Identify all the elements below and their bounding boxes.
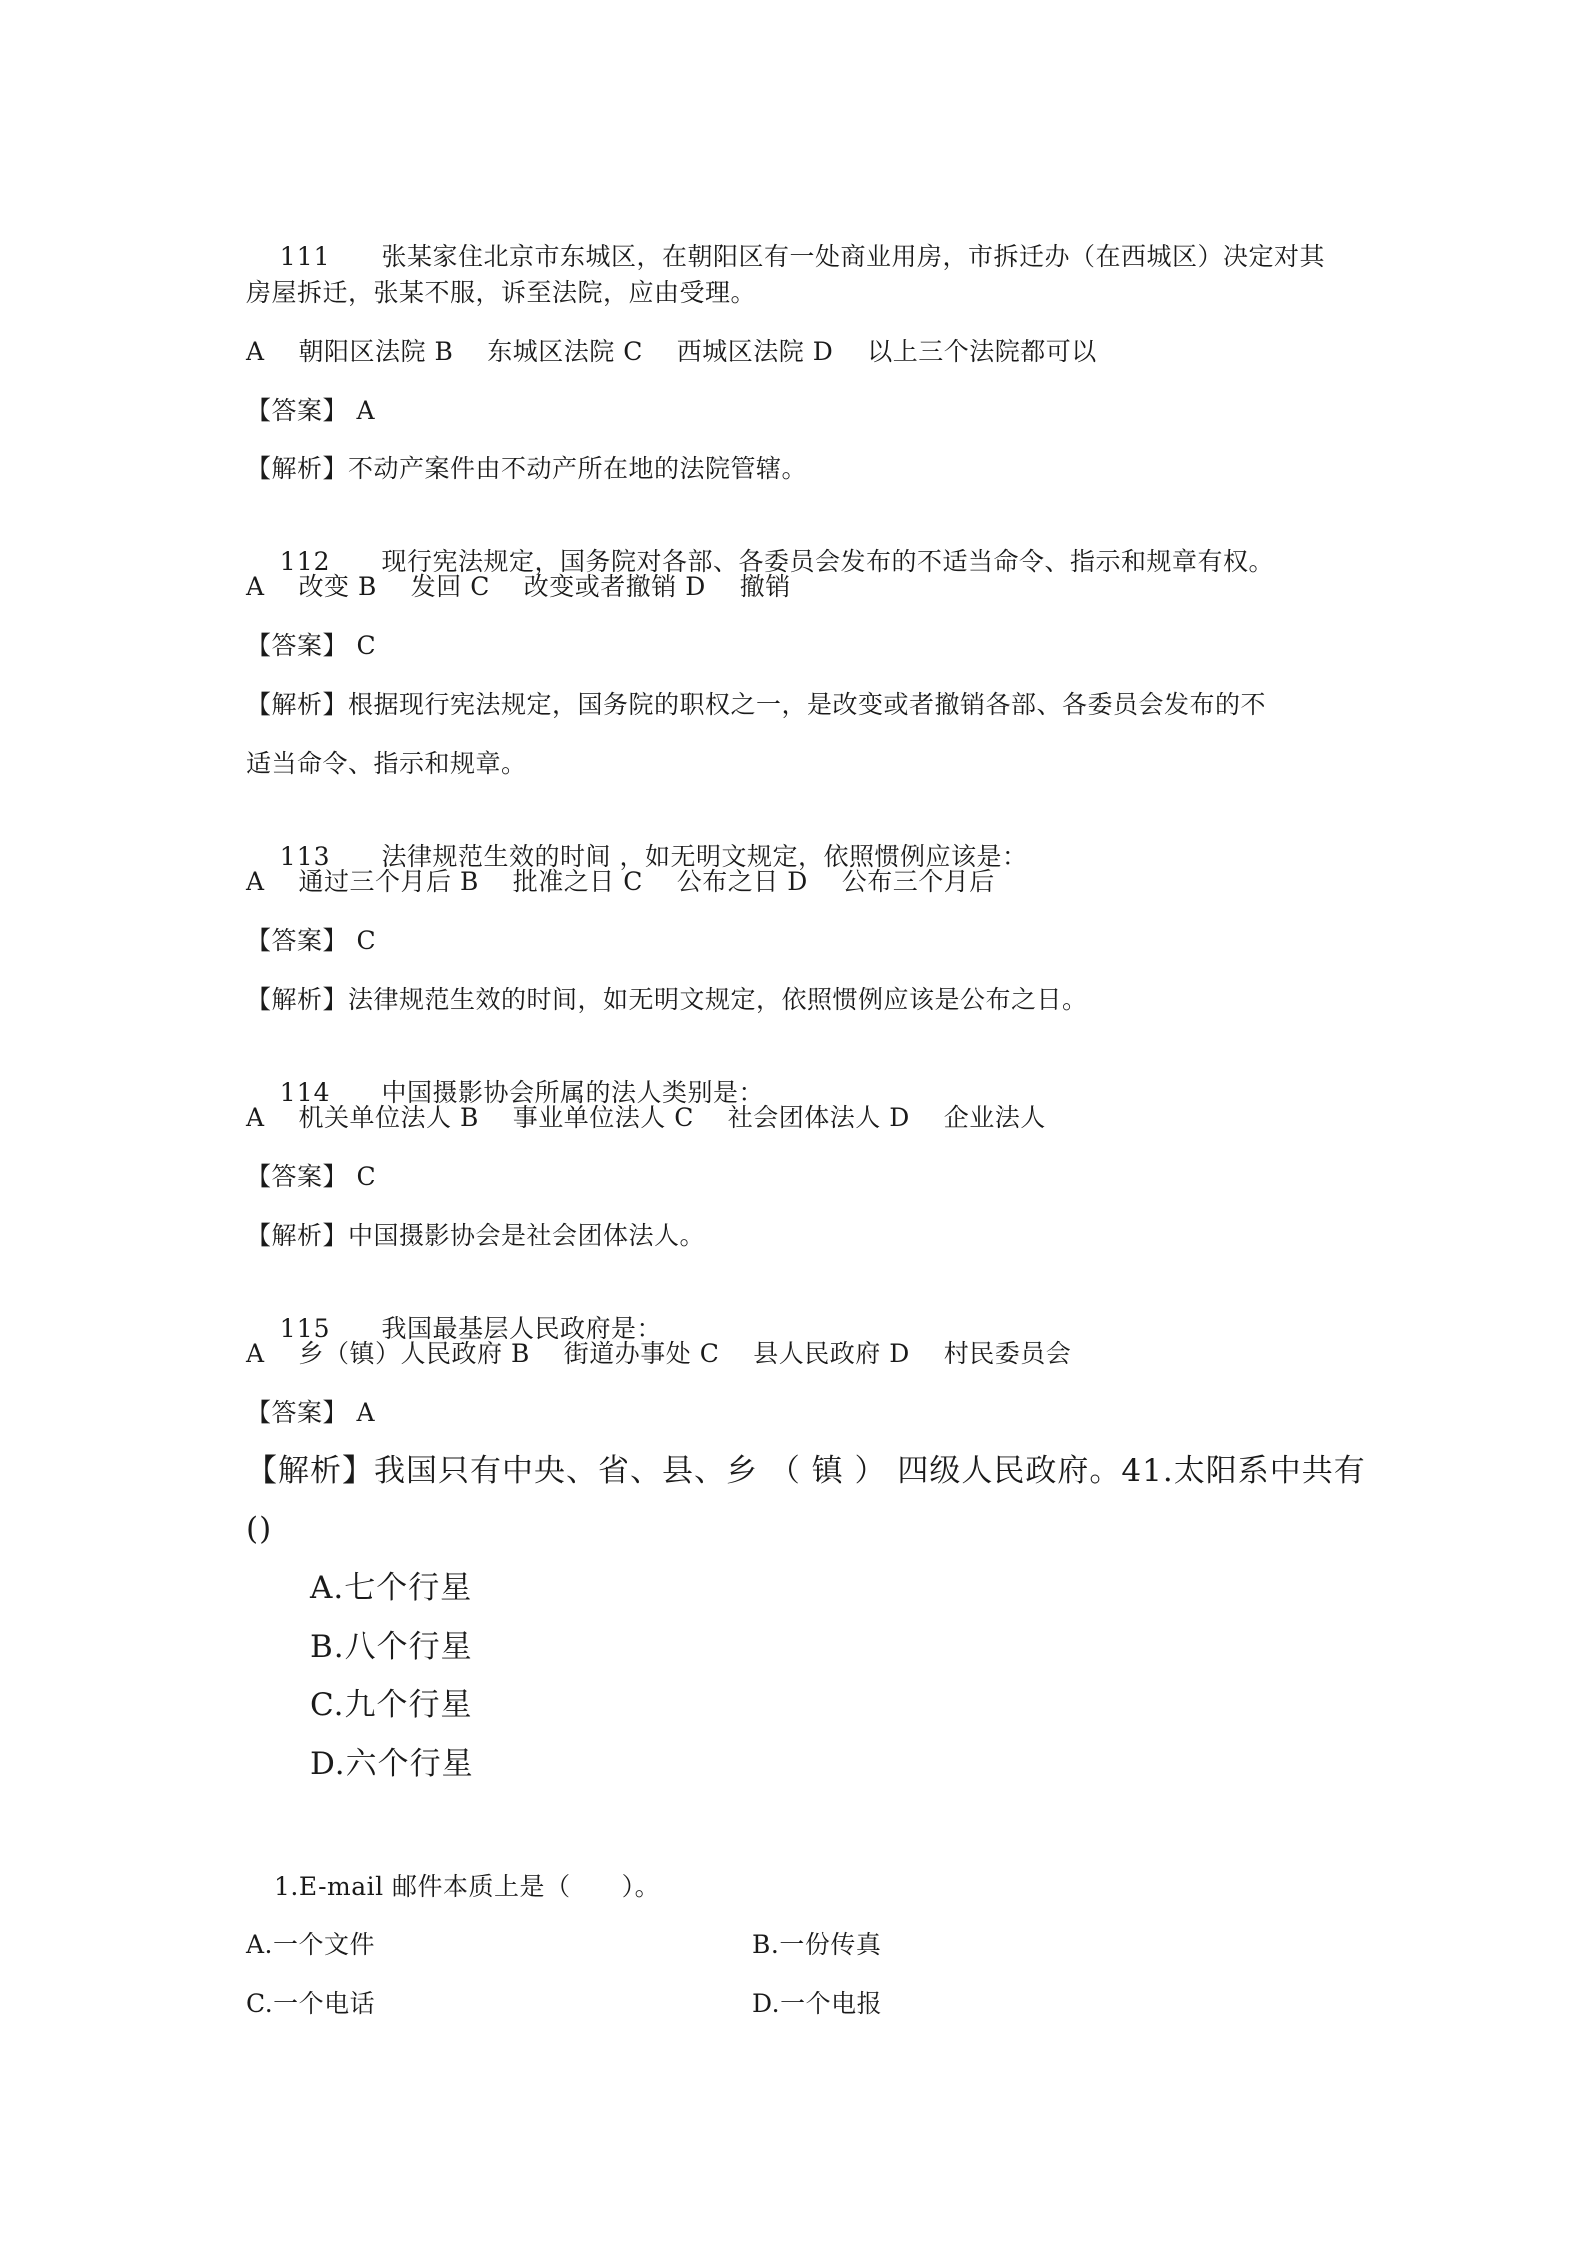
question-112-analysis-line2: 适当命令、指示和规章。 (246, 749, 527, 778)
email-option-a: A.一个文件 (246, 1930, 376, 1959)
solar-option-d: D.六个行星 (310, 1746, 474, 1782)
question-113-analysis: 【解析】法律规范生效的时间，如无明文规定，依照惯例应该是公布之日。 (246, 985, 1088, 1014)
question-number: 113 (279, 842, 331, 871)
question-115-analysis-line1: 【解析】我国只有中央、省、县、乡 （ 镇 ） 四级人民政府。41.太阳系中共有 (246, 1453, 1366, 1489)
question-text: 现行宪法规定，国务院对各部、各委员会发布的不适当命令、指示和规章有权。 (381, 547, 1275, 576)
question-111-analysis: 【解析】不动产案件由不动产所在地的法院管辖。 (246, 454, 808, 483)
question-112-answer: 【答案】 C (246, 631, 377, 660)
solar-option-b: B.八个行星 (310, 1629, 473, 1665)
question-111-stem-line2: 房屋拆迁，张某不服，诉至法院，应由受理。 (246, 278, 757, 307)
question-text: 中国摄影协会所属的法人类别是： (381, 1078, 765, 1107)
question-text: 法律规范生效的时间 ，如无明文规定，依照惯例应该是： (381, 842, 1028, 871)
question-number: 111 (279, 242, 331, 271)
question-115-options: A 乡（镇）人民政府 B 街道办事处 C 县人民政府 D 村民委员会 (246, 1339, 1072, 1368)
question-114-answer: 【答案】 C (246, 1162, 377, 1191)
question-111-options: A 朝阳区法院 B 东城区法院 C 西城区法院 D 以上三个法院都可以 (246, 337, 1097, 366)
question-115-answer: 【答案】 A (246, 1398, 376, 1427)
email-option-b: B.一份传真 (752, 1930, 882, 1959)
question-112-options: A 改变 B 发回 C 改变或者撤销 D 撤销 (246, 572, 791, 601)
email-option-c: C.一个电话 (246, 1989, 376, 2018)
question-text: 我国最基层人民政府是： (381, 1314, 663, 1343)
question-113-answer: 【答案】 C (246, 926, 377, 955)
question-114-analysis: 【解析】中国摄影协会是社会团体法人。 (246, 1221, 706, 1250)
solar-option-a: A.七个行星 (310, 1570, 473, 1606)
question-111-answer: 【答案】 A (246, 396, 376, 425)
question-number: 115 (279, 1314, 331, 1343)
email-option-d: D.一个电报 (752, 1989, 883, 2018)
question-113-options: A 通过三个月后 B 批准之日 C 公布之日 D 公布三个月后 (246, 867, 995, 896)
question-112-analysis-line1: 【解析】根据现行宪法规定，国务院的职权之一，是改变或者撤销各部、各委员会发布的不 (246, 690, 1267, 719)
question-115-analysis-line2: () (246, 1511, 273, 1547)
question-number: 114 (279, 1078, 331, 1107)
question-114-options: A 机关单位法人 B 事业单位法人 C 社会团体法人 D 企业法人 (246, 1103, 1046, 1132)
solar-option-c: C.九个行星 (310, 1687, 473, 1723)
question-text: 张某家住北京市东城区，在朝阳区有一处商业用房，市拆迁办（在西城区）决定对其 (381, 242, 1326, 271)
email-question-stem: 1.E-mail 邮件本质上是（ ）。 (274, 1872, 661, 1901)
question-number: 112 (279, 547, 331, 576)
